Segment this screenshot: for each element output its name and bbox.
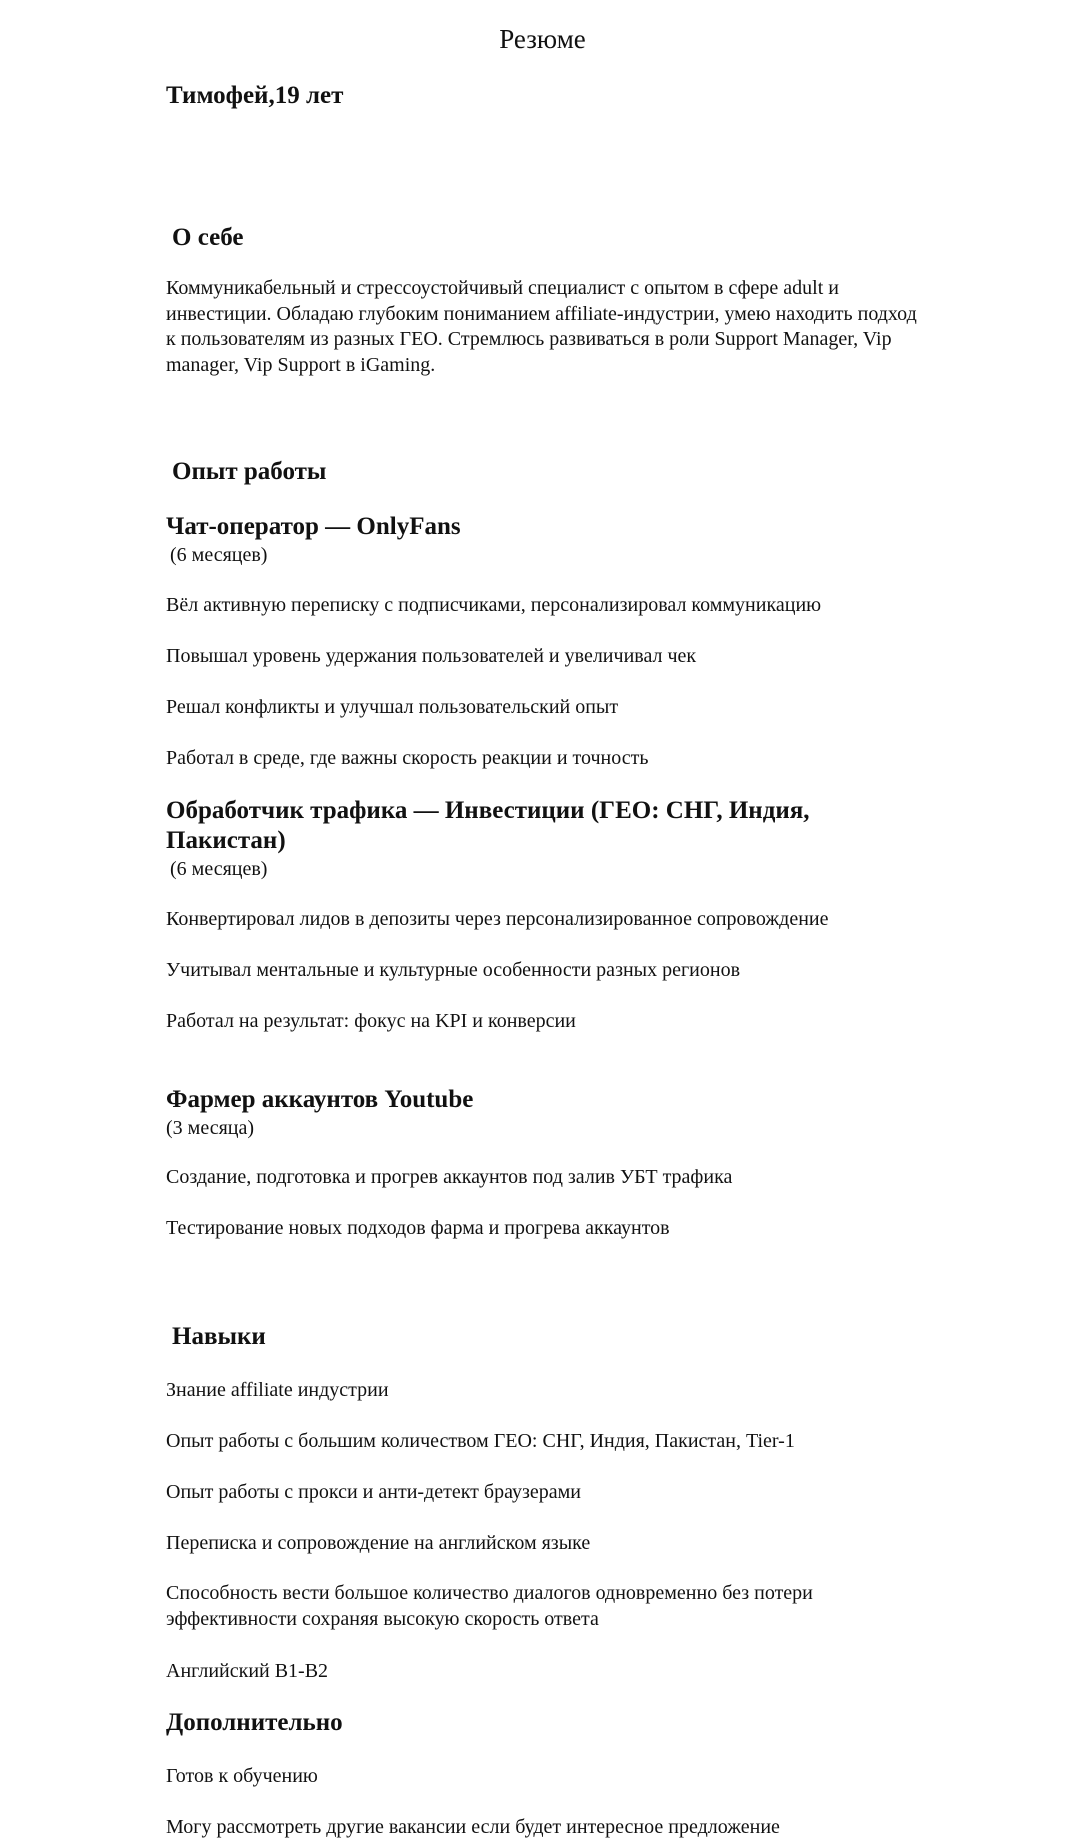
- job-duty-item: Вёл активную переписку с подписчиками, персонализировал коммуникацию: [166, 594, 822, 616]
- job-duty-item: Учитывал ментальные и культурные особенности разных регионов: [166, 959, 741, 981]
- job-duty-item: Конвертировал лидов в депозиты через персонализированное сопровождение: [166, 908, 829, 930]
- job-duty-item: Тестирование новых подходов фарма и прогрева аккаунтов: [166, 1217, 670, 1239]
- skill-item: Знание affiliate индустрии: [166, 1379, 389, 1401]
- job-duration-traffic-handler: (6 месяцев): [170, 858, 268, 880]
- skill-item: Опыт работы с большим количеством ГЕО: СНГ, Индия, Пакистан, Tier-1: [166, 1430, 795, 1452]
- additional-heading: Дополнительно: [166, 1709, 343, 1736]
- candidate-name-age: Тимофей,19 лет: [166, 82, 344, 109]
- job-title-youtube-farmer: Фармер аккаунтов Youtube: [166, 1086, 474, 1113]
- job-duty-item: Создание, подготовка и прогрев аккаунтов под залив УБТ трафика: [166, 1166, 733, 1188]
- experience-heading: Опыт работы: [172, 458, 327, 485]
- job-duration-chat-operator: (6 месяцев): [170, 544, 268, 566]
- job-duration-youtube-farmer: (3 месяца): [166, 1117, 255, 1139]
- about-heading: О себе: [172, 224, 244, 251]
- job-title-traffic-handler: Обработчик трафика — Инвестиции (ГЕО: СНГ, Индия, Пакистан): [166, 797, 810, 854]
- job-title-chat-operator: Чат-оператор — OnlyFans: [166, 513, 461, 540]
- additional-item: Готов к обучению: [166, 1765, 318, 1787]
- skill-item: Английский B1-B2: [166, 1660, 329, 1682]
- skill-item: Опыт работы с прокси и анти-детект браузерами: [166, 1481, 581, 1503]
- additional-item: Могу рассмотреть другие вакансии если будет интересное предложение: [166, 1816, 780, 1838]
- job-duty-item: Работал на результат: фокус на KPI и конверсии: [166, 1010, 576, 1032]
- skill-item: Способность вести большое количество диалогов одновременно без потери эффективности сохраняя высокую скорость ответа: [166, 1582, 813, 1630]
- document-title: Резюме: [499, 24, 586, 54]
- skills-heading: Навыки: [172, 1323, 266, 1350]
- job-duty-item: Работал в среде, где важны скорость реакции и точность: [166, 747, 649, 769]
- job-duty-item: Решал конфликты и улучшал пользовательский опыт: [166, 696, 619, 718]
- about-text: Коммуникабельный и стрессоустойчивый специалист с опытом в сфере adult и инвестиции. Обладаю глубоким пониманием affiliate-индустрии, умею находить подход к пользователям из разных ГЕО. Стремлюсь развиваться в роли Support Manager, Vip manager, Vip Support в iGaming.: [166, 277, 917, 376]
- job-duty-item: Повышал уровень удержания пользователей и увеличивал чек: [166, 645, 697, 667]
- skill-item: Переписка и сопровождение на английском языке: [166, 1532, 591, 1554]
